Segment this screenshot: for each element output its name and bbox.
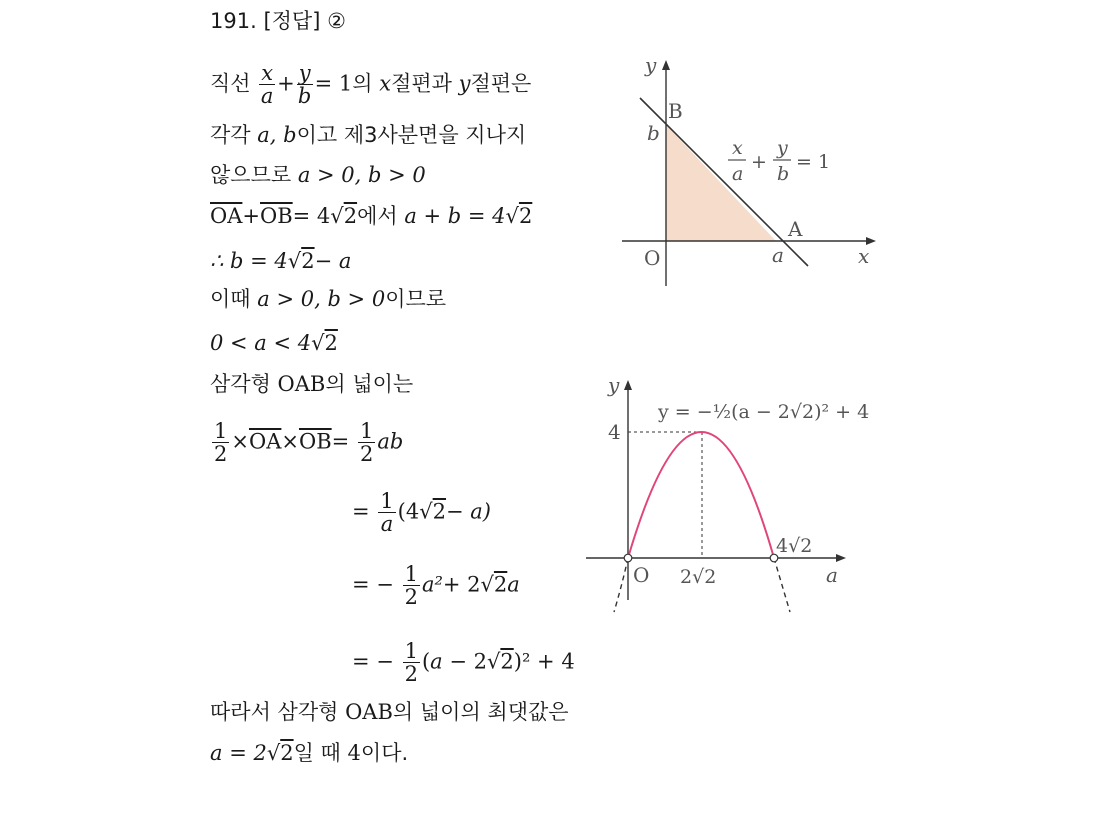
problem-number: 191. (210, 9, 257, 33)
line-7: 0 < a < 4√2 (210, 331, 338, 355)
point-b-label: B (668, 99, 683, 123)
svg-text:b: b (777, 163, 790, 185)
axis-a-label: a (826, 563, 838, 587)
answer-choice: ② (327, 9, 346, 33)
axis-y-label: y (645, 53, 657, 77)
svg-text:y: y (777, 137, 788, 159)
y-axis-arrow (662, 60, 670, 70)
parabola-curve (628, 432, 774, 558)
origin-label: O (633, 563, 650, 587)
line-4: $\overline{OA}+\overline{OB}= 4√2$에서 a + b = 4√2 (210, 204, 533, 228)
line-9: $\frac{1}{2}$ $\times\overline{OA}\times\overline{OB}=$ $\frac{1}{2}$ ab (214, 419, 404, 466)
line-2: 각각 a, b이고 제3사분면을 지나지 (210, 123, 527, 147)
svg-text:x: x (732, 137, 743, 159)
line-11: = − $\frac{1}{2}$ a²+ 2√2a (352, 562, 520, 609)
svg-text:= 1: = 1 (796, 151, 831, 173)
axis-x-label: x (858, 244, 870, 268)
svg-text:a: a (732, 163, 744, 185)
answer-label: [정답] (263, 9, 321, 33)
line-equation-label (728, 137, 830, 185)
line-6: 이때 a > 0, b > 0이므로 (210, 287, 447, 311)
line-10: = $\frac{1}{a}$ (4√2− a) (352, 489, 491, 536)
parabola-equation-label: y = −½(a − 2√2)² + 4 (658, 401, 870, 423)
line-12: = − $\frac{1}{2}$ (a − 2√2)² + 4 (352, 639, 575, 686)
line-14: a = 2√2일 때 4이다. (210, 741, 409, 765)
svg-text:+: + (751, 151, 767, 173)
tick-b-label: b (647, 121, 660, 145)
line-1: 직선 $\frac{x}{a}$ + $\frac{y}{b}$ = 1의 x절편과 y절편은 (210, 61, 532, 108)
point-a-label: A (788, 217, 803, 241)
problem-header (210, 6, 346, 36)
parabola-left-extension (614, 558, 628, 612)
line-8: 삼각형 OAB의 넓이는 (210, 372, 414, 396)
vertex-a-label: 2√2 (680, 566, 717, 588)
root-label: 4√2 (776, 535, 813, 557)
max-value-label: 4 (608, 420, 621, 444)
line-5: ∴ b = 4√2− a (210, 249, 352, 273)
axis-y-label: y (608, 373, 620, 397)
frac-x-over-a: $\frac{x}{a}$ (260, 61, 274, 108)
line-3: 않으므로 a > 0, b > 0 (210, 163, 426, 187)
frac-y-over-b: $\frac{y}{b}$ (297, 61, 312, 108)
y-axis-arrow (624, 380, 632, 390)
triangle-region (666, 125, 776, 241)
tick-a-label: a (772, 243, 784, 267)
a-axis-arrow (836, 554, 846, 562)
parabola-right-extension (774, 558, 790, 612)
line-graph (600, 50, 890, 300)
origin-label: O (644, 246, 661, 270)
parabola-graph (580, 370, 890, 620)
line-13: 따라서 삼각형 OAB의 넓이의 최댓값은 (210, 700, 569, 724)
open-point-origin (624, 554, 632, 562)
